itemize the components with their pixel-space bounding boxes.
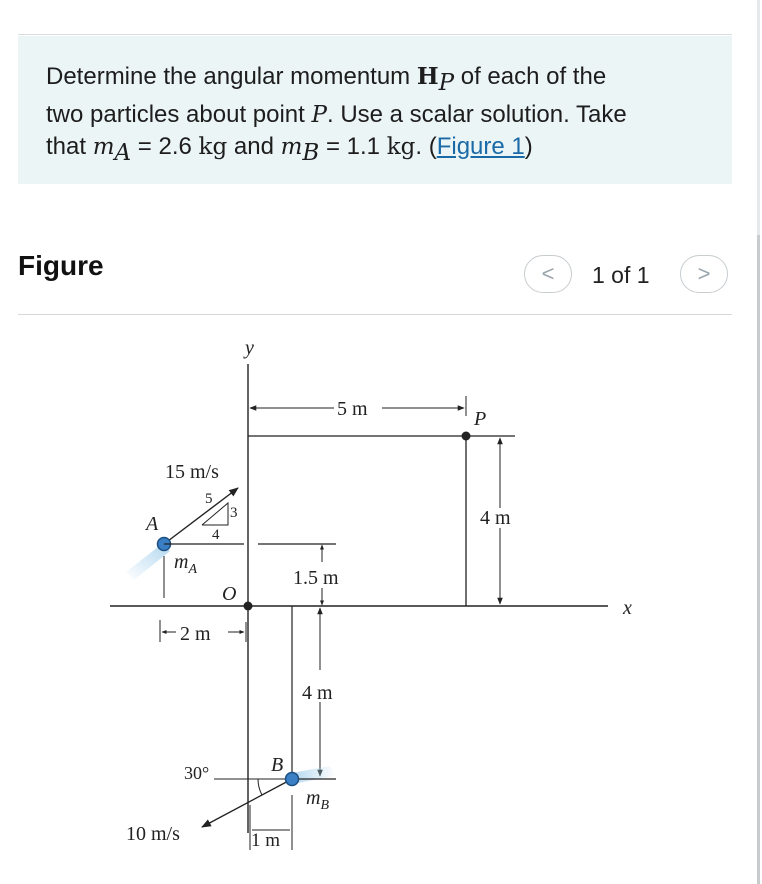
chevron-left-icon: < bbox=[541, 261, 555, 286]
problem-text-2: of each of the bbox=[454, 63, 607, 90]
dim-1m-label: 1 m bbox=[251, 830, 281, 851]
point-P bbox=[462, 432, 471, 441]
mass-A-value: = 2.6 bbox=[131, 132, 199, 160]
dim-4m-right-label: 4 m bbox=[480, 507, 511, 529]
symbol-H: H bbox=[416, 63, 439, 90]
figure-heading: Figure bbox=[18, 250, 104, 281]
problem-text-4: . Use a scalar solution. Take bbox=[326, 100, 627, 128]
symbol-H-subscript: P bbox=[438, 69, 455, 96]
slope-5-label: 5 bbox=[205, 491, 213, 507]
mass-A-unit: kg bbox=[198, 133, 228, 160]
angle-arc bbox=[258, 779, 262, 795]
mass-B-unit: kg bbox=[386, 133, 416, 160]
mass-A-m: m bbox=[174, 551, 189, 573]
angle-label: 30° bbox=[184, 763, 210, 783]
particle-B-label: B bbox=[271, 754, 284, 776]
origin-point bbox=[244, 602, 253, 611]
mass-B-m: m bbox=[306, 787, 321, 809]
symbol-P: P bbox=[311, 101, 327, 128]
dim-1-5m-label: 1.5 m bbox=[293, 567, 339, 589]
mass-B-subscript: B bbox=[320, 798, 330, 813]
symbol-mB-subscript: B bbox=[302, 139, 320, 166]
problem-statement-panel bbox=[18, 36, 732, 184]
velocity-A-label: 15 m/s bbox=[165, 461, 219, 483]
figure-link[interactable]: Figure 1 bbox=[436, 132, 525, 160]
mass-A-label bbox=[174, 551, 197, 577]
particle-A-label: A bbox=[146, 513, 159, 535]
slope-4-label: 4 bbox=[212, 527, 220, 543]
chevron-right-icon: > bbox=[697, 261, 711, 286]
problem-text-7: ) bbox=[524, 132, 533, 160]
dim-4m-lower-label: 4 m bbox=[302, 682, 333, 704]
symbol-mB: m bbox=[280, 133, 303, 160]
problem-text-5: that bbox=[46, 132, 93, 160]
next-figure-button[interactable] bbox=[680, 255, 728, 293]
particle-B bbox=[286, 773, 299, 786]
particle-diagram bbox=[0, 330, 760, 884]
mass-B-value: = 1.1 bbox=[319, 132, 387, 160]
problem-text-3: two particles about point bbox=[46, 100, 312, 128]
point-P-label: P bbox=[474, 408, 487, 430]
velocity-B-arrow bbox=[202, 779, 292, 827]
dim-5m-label: 5 m bbox=[337, 398, 368, 420]
problem-statement bbox=[46, 61, 706, 169]
symbol-mA: m bbox=[92, 133, 115, 160]
slope-3-label: 3 bbox=[230, 505, 238, 521]
figure-divider bbox=[18, 314, 732, 315]
mass-A-subscript: A bbox=[188, 562, 198, 577]
previous-figure-button[interactable] bbox=[524, 255, 572, 293]
velocity-A-arrow bbox=[164, 488, 238, 544]
y-axis-label: y bbox=[245, 337, 254, 359]
symbol-mA-subscript: A bbox=[114, 139, 132, 166]
x-axis-label: x bbox=[623, 597, 632, 619]
velocity-B-label: 10 m/s bbox=[126, 823, 180, 845]
origin-label: O bbox=[222, 583, 237, 605]
problem-text-1: Determine the angular momentum bbox=[46, 63, 417, 90]
top-divider bbox=[18, 34, 732, 35]
problem-text-6: . ( bbox=[415, 132, 437, 160]
mass-B-label bbox=[306, 787, 329, 813]
dim-2m-label: 2 m bbox=[180, 623, 211, 645]
problem-text-and: and bbox=[227, 132, 281, 160]
figure-page-count: 1 of 1 bbox=[592, 262, 650, 288]
